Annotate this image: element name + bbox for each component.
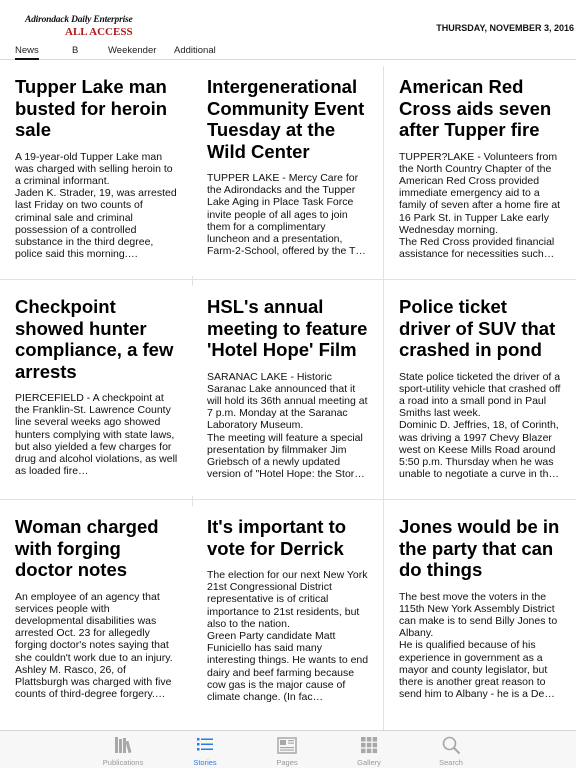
- nav-label: Search: [439, 758, 463, 767]
- nav-label: Pages: [276, 758, 298, 767]
- nav-stories[interactable]: [165, 734, 245, 767]
- issue-date: THURSDAY, NOVEMBER 3, 2016: [436, 23, 574, 33]
- nav-label: Gallery: [357, 758, 381, 767]
- story-title: Police ticket driver of SUV that crashed in pond: [399, 296, 556, 360]
- bottom-tab-bar: [0, 730, 576, 768]
- story-excerpt: PIERCEFIELD - A checkpoint at the Franklin-St. Lawrence County line several weeks ago showed hunters complying with state laws, but also yielded a few charges for drug and alcohol violations, as well as loaded fire…: [15, 392, 178, 478]
- row-divider: [0, 499, 576, 500]
- story-card[interactable]: [0, 506, 184, 730]
- story-title: Intergenerational Community Event Tuesday at the Wild Center: [207, 76, 365, 162]
- nav-search[interactable]: [411, 734, 491, 767]
- story-title: HSL's annual meeting to feature 'Hotel Hope' Film: [207, 296, 368, 360]
- nav-label: Stories: [193, 758, 217, 767]
- story-excerpt: State police ticketed the driver of a sport-utility vehicle that crashed off a road into a small pond in Paul Smiths last week. Dominic D. Jeffries, 18, of Corinth, was driving a 1997 Chevy Blazer west on Keese Mills Road around 5:50 p.m. Thursday when he was unable to negotiate a curve in th…: [399, 370, 561, 481]
- story-title: Checkpoint showed hunter compliance, a few arrests: [15, 296, 174, 382]
- story-excerpt: TUPPER LAKE - Mercy Care for the Adirondacks and the Tupper Lake Aging in Place Task Force invite people of all ages to join them for a complimentary luncheon and a presentation, Farm-2-School, offered by the T…: [207, 172, 366, 258]
- search-icon: [440, 734, 462, 756]
- tab-weekender[interactable]: Weekender: [108, 45, 157, 56]
- publications-icon: [112, 734, 134, 756]
- tab-additional[interactable]: Additional: [174, 45, 216, 56]
- story-excerpt: SARANAC LAKE - Historic Saranac Lake announced that it will hold its 36th annual meeting at 7 p.m. Monday at the Saranac Laboratory Museum. The meeting will feature a special presentation by filmmaker Jim Griebsch of a newly updated version of "Hotel Hope: the Stor…: [207, 370, 368, 481]
- pages-icon: [276, 734, 298, 756]
- story-excerpt: A 19-year-old Tupper Lake man was charged with selling heroin to a criminal informant. Jaden K. Strader, 19, was arrested last Friday on two counts of criminal sale and criminal possession of a controlled substance in the third degree, police said this morning.…: [15, 150, 177, 261]
- story-title: It's important to vote for Derrick: [207, 516, 347, 559]
- story-card[interactable]: [192, 66, 376, 276]
- story-excerpt: The election for our next New York 21st Congressional District representative is of critical importance to 21st residents, but also to the nation. Green Party candidate Matt Funiciello has said many interesting things. He wants to end dairy and beef farming because cow gas is the major cause of climate change. (In fac…: [207, 569, 369, 704]
- story-excerpt: TUPPER?LAKE - Volunteers from the North Country Chapter of the American Red Cross provided immediate emergency aid to a family of seven after a home fire at 16 Park St. in Tupper Lake early Wednesday morning. The Red Cross provided financial assistance for necessities such…: [399, 150, 561, 261]
- stories-icon: [194, 734, 216, 756]
- section-tabs: [0, 44, 576, 60]
- nav-gallery[interactable]: [329, 734, 409, 767]
- story-card[interactable]: [384, 506, 568, 730]
- story-excerpt: The best move the voters in the 115th New York Assembly District can make is to send Billy Jones to Albany. He is qualified because of his experience in government as a mayor and county legislator, but there is another great reason to send him to Albany - he is a De…: [399, 590, 558, 701]
- nav-pages[interactable]: [247, 734, 327, 767]
- story-title: American Red Cross aids seven after Tupper fire: [399, 76, 552, 140]
- story-card[interactable]: [0, 66, 184, 276]
- nav-publications[interactable]: [83, 734, 163, 767]
- story-excerpt: An employee of an agency that services people with developmental disabilities was arrested Oct. 23 for allegedly forging doctor's notes saying that she couldn't work due to an injury. Ashley M. Rasco, 26, of Plattsburgh was charged with five counts of third-degree forgery.…: [15, 590, 173, 701]
- story-card[interactable]: [0, 286, 184, 496]
- app-header: [0, 0, 576, 44]
- story-title: Woman charged with forging doctor notes: [15, 516, 159, 580]
- gallery-icon: [358, 734, 380, 756]
- logo-title: Adirondack Daily Enterprise: [25, 15, 133, 25]
- publication-logo[interactable]: [25, 15, 133, 41]
- logo-subtitle: ALL ACCESS: [65, 26, 133, 38]
- story-card[interactable]: [384, 286, 568, 496]
- story-title: Tupper Lake man busted for heroin sale: [15, 76, 168, 140]
- tab-b[interactable]: B: [72, 45, 79, 56]
- tab-news[interactable]: News: [15, 45, 39, 60]
- row-divider: [0, 279, 576, 280]
- story-title: Jones would be in the party that can do things: [399, 516, 560, 580]
- nav-label: Publications: [102, 758, 144, 767]
- story-card[interactable]: [192, 506, 376, 730]
- story-card[interactable]: [192, 286, 376, 496]
- story-card[interactable]: [384, 66, 568, 276]
- story-grid: [0, 66, 576, 730]
